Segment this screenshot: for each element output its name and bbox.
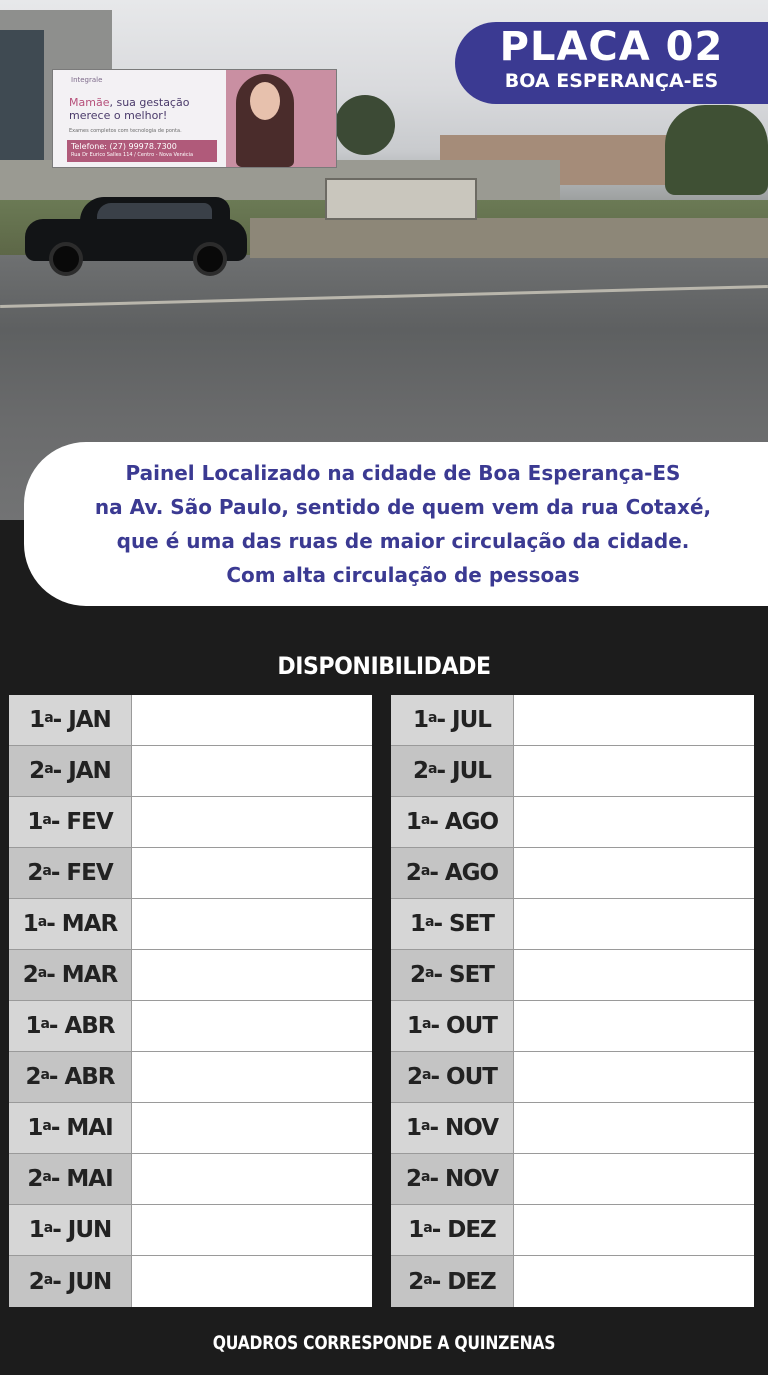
availability-row xyxy=(9,797,372,848)
fortnight-label: 1 $^a$ - MAI xyxy=(9,1103,131,1153)
fortnight-label: 1 $^a$ - FEV xyxy=(9,797,131,847)
side-billboard xyxy=(0,30,44,160)
ad-logo: Integrale xyxy=(71,76,103,84)
fortnight-label: 2 $^a$ - JUL xyxy=(391,746,513,796)
availability-cell xyxy=(131,1001,372,1051)
trees xyxy=(665,105,768,195)
truck-bed xyxy=(325,178,477,220)
availability-cell xyxy=(513,1052,754,1102)
availability-cell xyxy=(513,1001,754,1051)
fortnight-label: 1 $^a$ - JAN xyxy=(9,695,131,745)
availability-cell xyxy=(513,1103,754,1153)
fortnight-label: 2 $^a$ - AGO xyxy=(391,848,513,898)
wheel xyxy=(193,242,227,276)
fortnight-label: 1 $^a$ - OUT xyxy=(391,1001,513,1051)
availability-row xyxy=(9,1001,372,1052)
fortnight-label: 2 $^a$ - MAR xyxy=(9,950,131,1000)
availability-row xyxy=(391,1052,754,1103)
fortnight-label: 2 $^a$ - ABR xyxy=(9,1052,131,1102)
availability-row xyxy=(391,899,754,950)
fortnight-label: 2 $^a$ - FEV xyxy=(9,848,131,898)
availability-cell xyxy=(131,950,372,1000)
availability-cell xyxy=(131,695,372,745)
availability-row xyxy=(391,848,754,899)
placa-badge xyxy=(455,22,768,104)
availability-row xyxy=(391,797,754,848)
availability-row xyxy=(9,1103,372,1154)
info-text: Painel Localizado na cidade de Boa Esperança-ES na Av. São Paulo, sentido de quem vem da rua Cotaxé, que é uma das ruas de maior circulação da cidade. Com alta circulação de pessoas xyxy=(94,461,712,587)
info-box xyxy=(24,442,768,606)
availability-row xyxy=(391,1154,754,1205)
availability-title: DISPONIBILIDADE xyxy=(277,652,491,680)
palm-tree xyxy=(335,95,395,155)
fortnight-label: 1 $^a$ - DEZ xyxy=(391,1205,513,1255)
availability-row xyxy=(391,1103,754,1154)
fortnight-label: 2 $^a$ - SET xyxy=(391,950,513,1000)
fortnight-label: 2 $^a$ - JUN xyxy=(9,1256,131,1307)
fortnight-label: 1 $^a$ - ABR xyxy=(9,1001,131,1051)
fortnight-label: 2 $^a$ - DEZ xyxy=(391,1256,513,1307)
availability-cell xyxy=(131,746,372,796)
availability-cell xyxy=(131,797,372,847)
footer-note: QUADROS CORRESPONDE A QUINZENAS xyxy=(212,1332,556,1354)
availability-cell xyxy=(131,1205,372,1255)
availability-row xyxy=(391,1001,754,1052)
wheel xyxy=(49,242,83,276)
availability-cell xyxy=(131,899,372,949)
availability-row xyxy=(391,1256,754,1307)
availability-row xyxy=(9,950,372,1001)
fortnight-label: 2 $^a$ - MAI xyxy=(9,1154,131,1204)
availability-row xyxy=(9,848,372,899)
availability-row xyxy=(9,1205,372,1256)
fortnight-label: 1 $^a$ - JUN xyxy=(9,1205,131,1255)
availability-row xyxy=(391,695,754,746)
billboard-ad xyxy=(52,69,337,168)
fortnight-label: 2 $^a$ - JAN xyxy=(9,746,131,796)
road-marking xyxy=(0,285,768,308)
dirt-lot xyxy=(250,218,768,258)
availability-row xyxy=(9,695,372,746)
ad-headline: Mamãe, sua gestação merece o melhor! xyxy=(69,96,190,122)
availability-column-left xyxy=(9,695,372,1307)
fortnight-label: 1 $^a$ - NOV xyxy=(391,1103,513,1153)
fortnight-label: 1 $^a$ - AGO xyxy=(391,797,513,847)
availability-row xyxy=(391,1205,754,1256)
availability-cell xyxy=(513,848,754,898)
availability-cell xyxy=(513,1154,754,1204)
fortnight-label: 1 $^a$ - MAR xyxy=(9,899,131,949)
ad-phone: Telefone: (27) 99978.7300 Rua Dr Eurico Salles 114 / Centro - Nova Venécia xyxy=(67,140,217,162)
availability-row xyxy=(391,950,754,1001)
fortnight-label: 2 $^a$ - NOV xyxy=(391,1154,513,1204)
availability-cell xyxy=(131,1256,372,1307)
fortnight-label: 2 $^a$ - OUT xyxy=(391,1052,513,1102)
ad-subtext: Exames completos com tecnologia de ponta. xyxy=(69,128,182,134)
availability-row xyxy=(9,746,372,797)
availability-cell xyxy=(513,695,754,745)
placa-title: PLACA 02 xyxy=(499,24,724,70)
fortnight-label: 1 $^a$ - SET xyxy=(391,899,513,949)
availability-cell xyxy=(131,848,372,898)
availability-cell xyxy=(513,950,754,1000)
availability-row xyxy=(9,1256,372,1307)
parked-car xyxy=(25,197,247,272)
availability-row xyxy=(9,1154,372,1205)
availability-cell xyxy=(513,746,754,796)
availability-cell xyxy=(131,1052,372,1102)
availability-row xyxy=(391,746,754,797)
placa-location: BOA ESPERANÇA-ES xyxy=(504,70,719,92)
availability-cell xyxy=(131,1103,372,1153)
availability-row xyxy=(9,1052,372,1103)
availability-column-right xyxy=(391,695,754,1307)
availability-cell xyxy=(131,1154,372,1204)
availability-row xyxy=(9,899,372,950)
availability-cell xyxy=(513,899,754,949)
availability-cell xyxy=(513,1205,754,1255)
fortnight-label: 1 $^a$ - JUL xyxy=(391,695,513,745)
availability-cell xyxy=(513,1256,754,1307)
availability-cell xyxy=(513,797,754,847)
